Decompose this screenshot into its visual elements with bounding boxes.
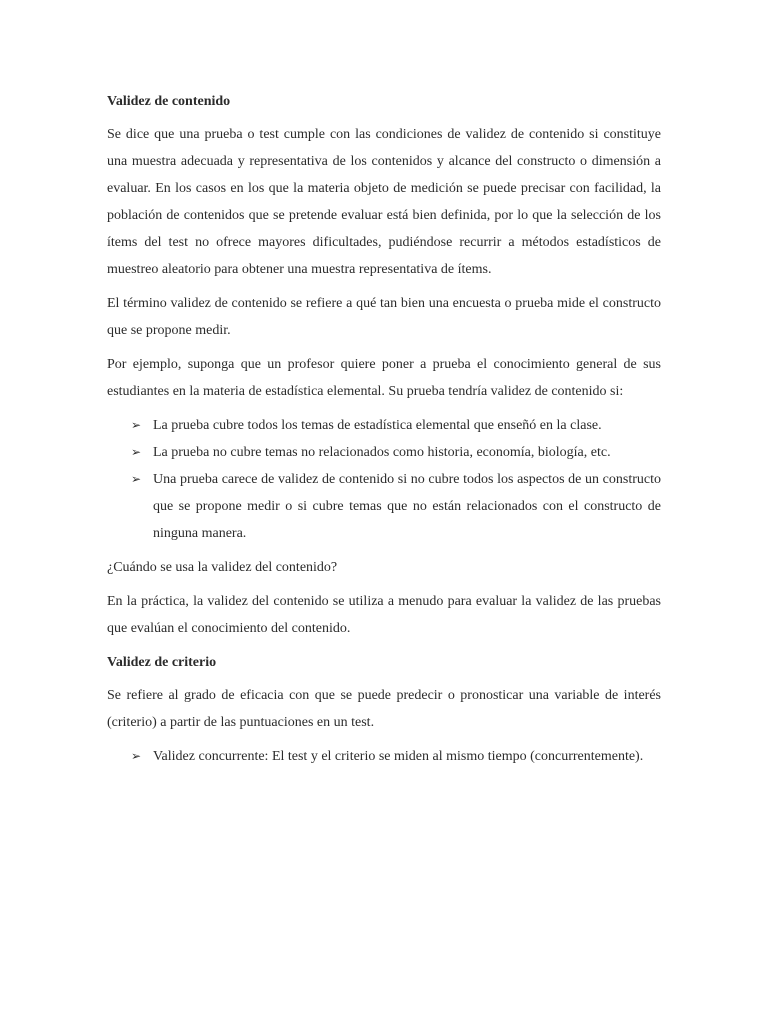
arrowhead-bullet-icon: ➢ (131, 445, 142, 459)
paragraph-question: ¿Cuándo se usa la validez del contenido? (107, 560, 338, 575)
arrowhead-bullet-icon: ➢ (131, 749, 142, 763)
list-item (107, 743, 661, 770)
list-item (107, 412, 661, 439)
bullet-list-content (107, 412, 661, 547)
arrowhead-bullet-icon: ➢ (131, 418, 142, 432)
paragraph-practice: En la práctica, la validez del contenido se utiliza a menudo para evaluar la validez de las pruebas que evalúan el conocimiento del contenido. (107, 594, 661, 636)
list-item (107, 439, 661, 466)
list-item-text: La prueba no cubre temas no relacionados como historia, economía, biología, etc. (153, 445, 611, 460)
list-item (107, 466, 661, 547)
list-item-text: Una prueba carece de validez de contenido si no cubre todos los aspectos de un constructo que se propone medir o si cubre temas que no están relacionados con el constructo de ninguna manera. (153, 472, 661, 541)
bullet-list-criterio (107, 743, 661, 770)
arrowhead-bullet-icon: ➢ (131, 472, 142, 486)
section-heading-validez-criterio: Validez de criterio (107, 655, 217, 670)
list-item-text: La prueba cubre todos los temas de estadística elemental que enseñó en la clase. (153, 418, 602, 433)
list-item-text: Validez concurrente: El test y el criterio se miden al mismo tiempo (concurrentemente). (153, 749, 644, 764)
paragraph-criterio: Se refiere al grado de eficacia con que se puede predecir o pronosticar una variable de interés (criterio) a partir de las puntuaciones en un test. (107, 688, 661, 730)
paragraph-example: Por ejemplo, suponga que un profesor quiere poner a prueba el conocimiento general de sus estudiantes en la materia de estadística elemental. Su prueba tendría validez de contenido si: (107, 357, 661, 399)
section-heading-validez-contenido: Validez de contenido (107, 94, 231, 109)
paragraph-definition: Se dice que una prueba o test cumple con las condiciones de validez de contenido si constituye una muestra adecuada y representativa de los contenidos y alcance del constructo o dimensión a evaluar. En los casos en los que la materia objeto de medición se puede precisar con facilidad, la población de contenidos que se pretende evaluar está bien definida, por lo que la selección de los ítems del test no ofrece mayores dificultades, pudiéndose recurrir a métodos estadísticos de muestreo aleatorio para obtener una muestra representativa de ítems. (107, 127, 661, 277)
paragraph-term: El término validez de contenido se refiere a qué tan bien una encuesta o prueba mide el constructo que se propone medir. (107, 296, 661, 338)
